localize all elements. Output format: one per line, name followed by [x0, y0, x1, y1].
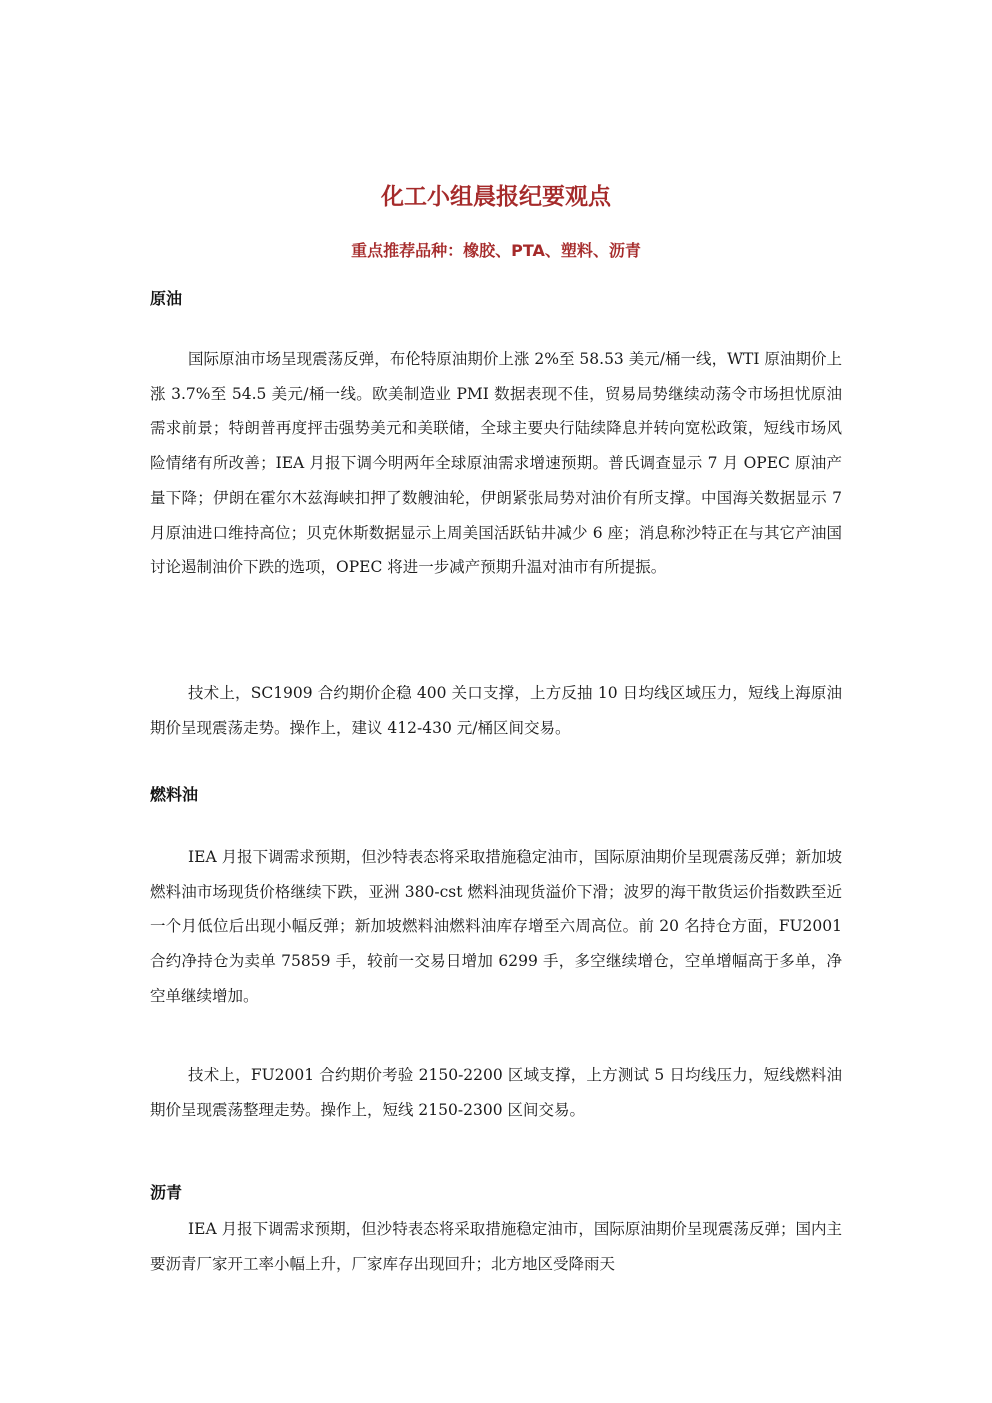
document-subtitle: 重点推荐品种：橡胶、PTA、塑料、沥青 — [351, 241, 641, 260]
document-title: 化工小组晨报纪要观点 — [381, 184, 611, 210]
fuel-oil-paragraph-technical: 技术上，FU2001 合约期价考验 2150-2200 区域支撑，上方测试 5 日均线压力，短线燃料油期价呈现震荡整理走势。操作上，短线 2150-2300 区间交易。 — [150, 1066, 842, 1119]
crude-oil-paragraph-fundamentals: 国际原油市场呈现震荡反弹，布伦特原油期价上涨 2%至 58.53 美元/桶一线，WTI 原油期价上涨 3.7%至 54.5 美元/桶一线。欧美制造业 PMI 数据表现不佳，贸易局势继续动荡令市场担忧原油需求前景；特朗普再度抨击强势美元和美联储，全球主要央行陆续降息并转向宽松政策，短线市场风险情绪有所改善；IEA 月报下调今明两年全球原油需求增速预期。普氏调查显示 7 月 OPEC 原油产量下降；伊朗在霍尔木兹海峡扣押了数艘油轮，伊朗紧张局势对油价有所支撑。中国海关数据显示 7 月原油进口维持高位；贝克休斯数据显示上周美国活跃钻井减少 6 座；消息称沙特正在与其它产油国讨论遏制油价下跌的选项，OPEC 将进一步减产预期升温对油市有所提振。 — [150, 350, 842, 577]
section-heading-asphalt: 沥青 — [150, 1183, 183, 1202]
fuel-oil-paragraph-fundamentals: IEA 月报下调需求预期，但沙特表态将采取措施稳定油市，国际原油期价呈现震荡反弹；新加坡燃料油市场现货价格继续下跌，亚洲 380-cst 燃料油现货溢价下滑；波罗的海干散货运价指数跌至近一个月低位后出现小幅反弹；新加坡燃料油燃料油库存增至六周高位。前 20 名持仓方面，FU2001 合约净持仓为卖单 75859 手，较前一交易日增加 6299 手，多空继续增仓，空单增幅高于多单，净空单继续增加。 — [150, 848, 842, 1005]
section-heading-fuel-oil: 燃料油 — [150, 785, 199, 804]
section-heading-crude-oil: 原油 — [150, 289, 183, 308]
asphalt-paragraph-fundamentals: IEA 月报下调需求预期，但沙特表态将采取措施稳定油市，国际原油期价呈现震荡反弹；国内主要沥青厂家开工率小幅上升，厂家库存出现回升；北方地区受降雨天 — [150, 1220, 842, 1273]
crude-oil-paragraph-technical: 技术上，SC1909 合约期价企稳 400 关口支撑，上方反抽 10 日均线区域压力，短线上海原油期价呈现震荡走势。操作上，建议 412-430 元/桶区间交易。 — [150, 684, 842, 737]
